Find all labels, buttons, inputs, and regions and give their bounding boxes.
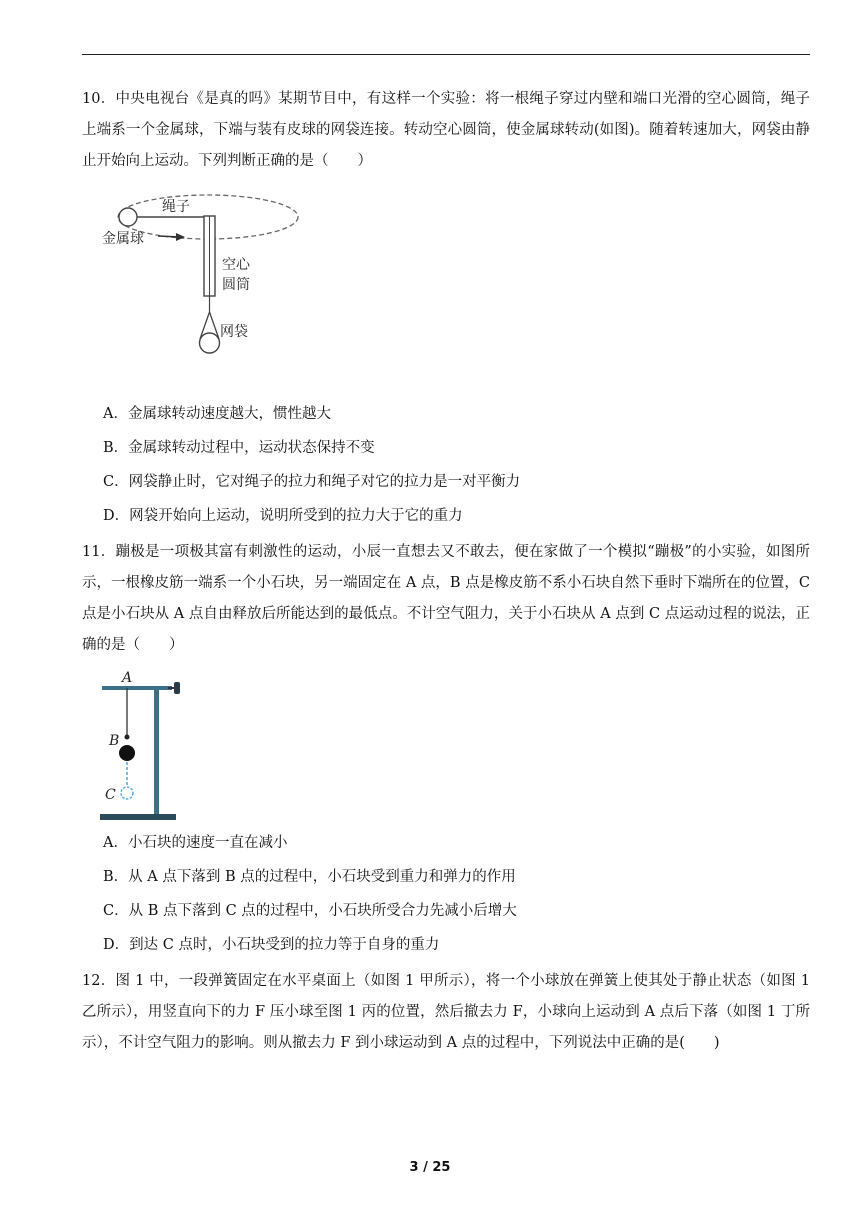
figure-label-tube: 圆筒: [222, 277, 250, 293]
figure-label-point-a: A: [122, 670, 133, 686]
figure-label-point-b: B: [109, 733, 120, 749]
figure-label-hollow: 空心: [222, 257, 250, 273]
figure-bungee-stand: [100, 668, 190, 823]
figure-label-net-bag: 网袋: [220, 324, 248, 340]
question-12-text: 12．图 1 中，一段弹簧固定在水平桌面上（如图 1 甲所示），将一个小球放在弹簧上使其处于静止状态（如图 1 乙所示），用竖直向下的力 F 压小球至图 1 丙的位置，然后撤去力 F，小球向上运动到 A 点后下落（如图 1 丁所示），不计空气阻力的影响。则从撤去力 F 到小球运动到 A 点的过程中，下列说法中正确的是( ): [82, 973, 810, 1051]
figure-label-metal-ball: 金属球: [102, 231, 144, 247]
question-10-option-c: C．网袋静止时，它对绳子的拉力和绳子对它的拉力是一对平衡力: [103, 474, 521, 490]
question-10-option-b: B．金属球转动过程中，运动状态保持不变: [103, 440, 375, 456]
figure-label-point-c: C: [105, 787, 116, 803]
header-rule: [82, 54, 810, 55]
figure-metal-ball-tube: [100, 186, 310, 361]
question-11-option-b: B．从 A 点下落到 B 点的过程中，小石块受到重力和弹力的作用: [103, 869, 516, 885]
question-10-option-d: D．网袋开始向上运动，说明所受到的拉力大于它的重力: [103, 508, 463, 524]
page-number: 3 / 25: [409, 1160, 451, 1175]
question-10-text: 10．中央电视台《是真的吗》某期节目中，有这样一个实验：将一根绳子穿过内壁和端口光滑的空心圆筒，绳子上端系一个金属球，下端与装有皮球的网袋连接。转动空心圆筒，使金属球转动(如图)。随着转速加大，网袋由静止开始向上运动。下列判断正确的是（ ）: [82, 91, 810, 169]
question-11-option-c: C．从 B 点下落到 C 点的过程中，小石块所受合力先减小后增大: [103, 903, 517, 919]
figure-label-rope: 绳子: [162, 199, 190, 215]
question-10-option-a: A．金属球转动速度越大，惯性越大: [103, 406, 331, 422]
question-11-option-d: D．到达 C 点时，小石块受到的拉力等于自身的重力: [103, 937, 440, 953]
question-11-option-a: A．小石块的速度一直在减小: [103, 835, 288, 851]
question-11-text: 11．蹦极是一项极其富有刺激性的运动，小辰一直想去又不敢去，便在家做了一个模拟“蹦极”的小实验，如图所示，一根橡皮筋一端系一个小石块，另一端固定在 A 点，B 点是橡皮筋不系小石块自然下垂时下端所在的位置，C 点是小石块从 A 点自由释放后所能达到的最低点。不计空气阻力，关于小石块从 A 点到 C 点运动过程的说法，正确的是（ ）: [82, 544, 810, 653]
